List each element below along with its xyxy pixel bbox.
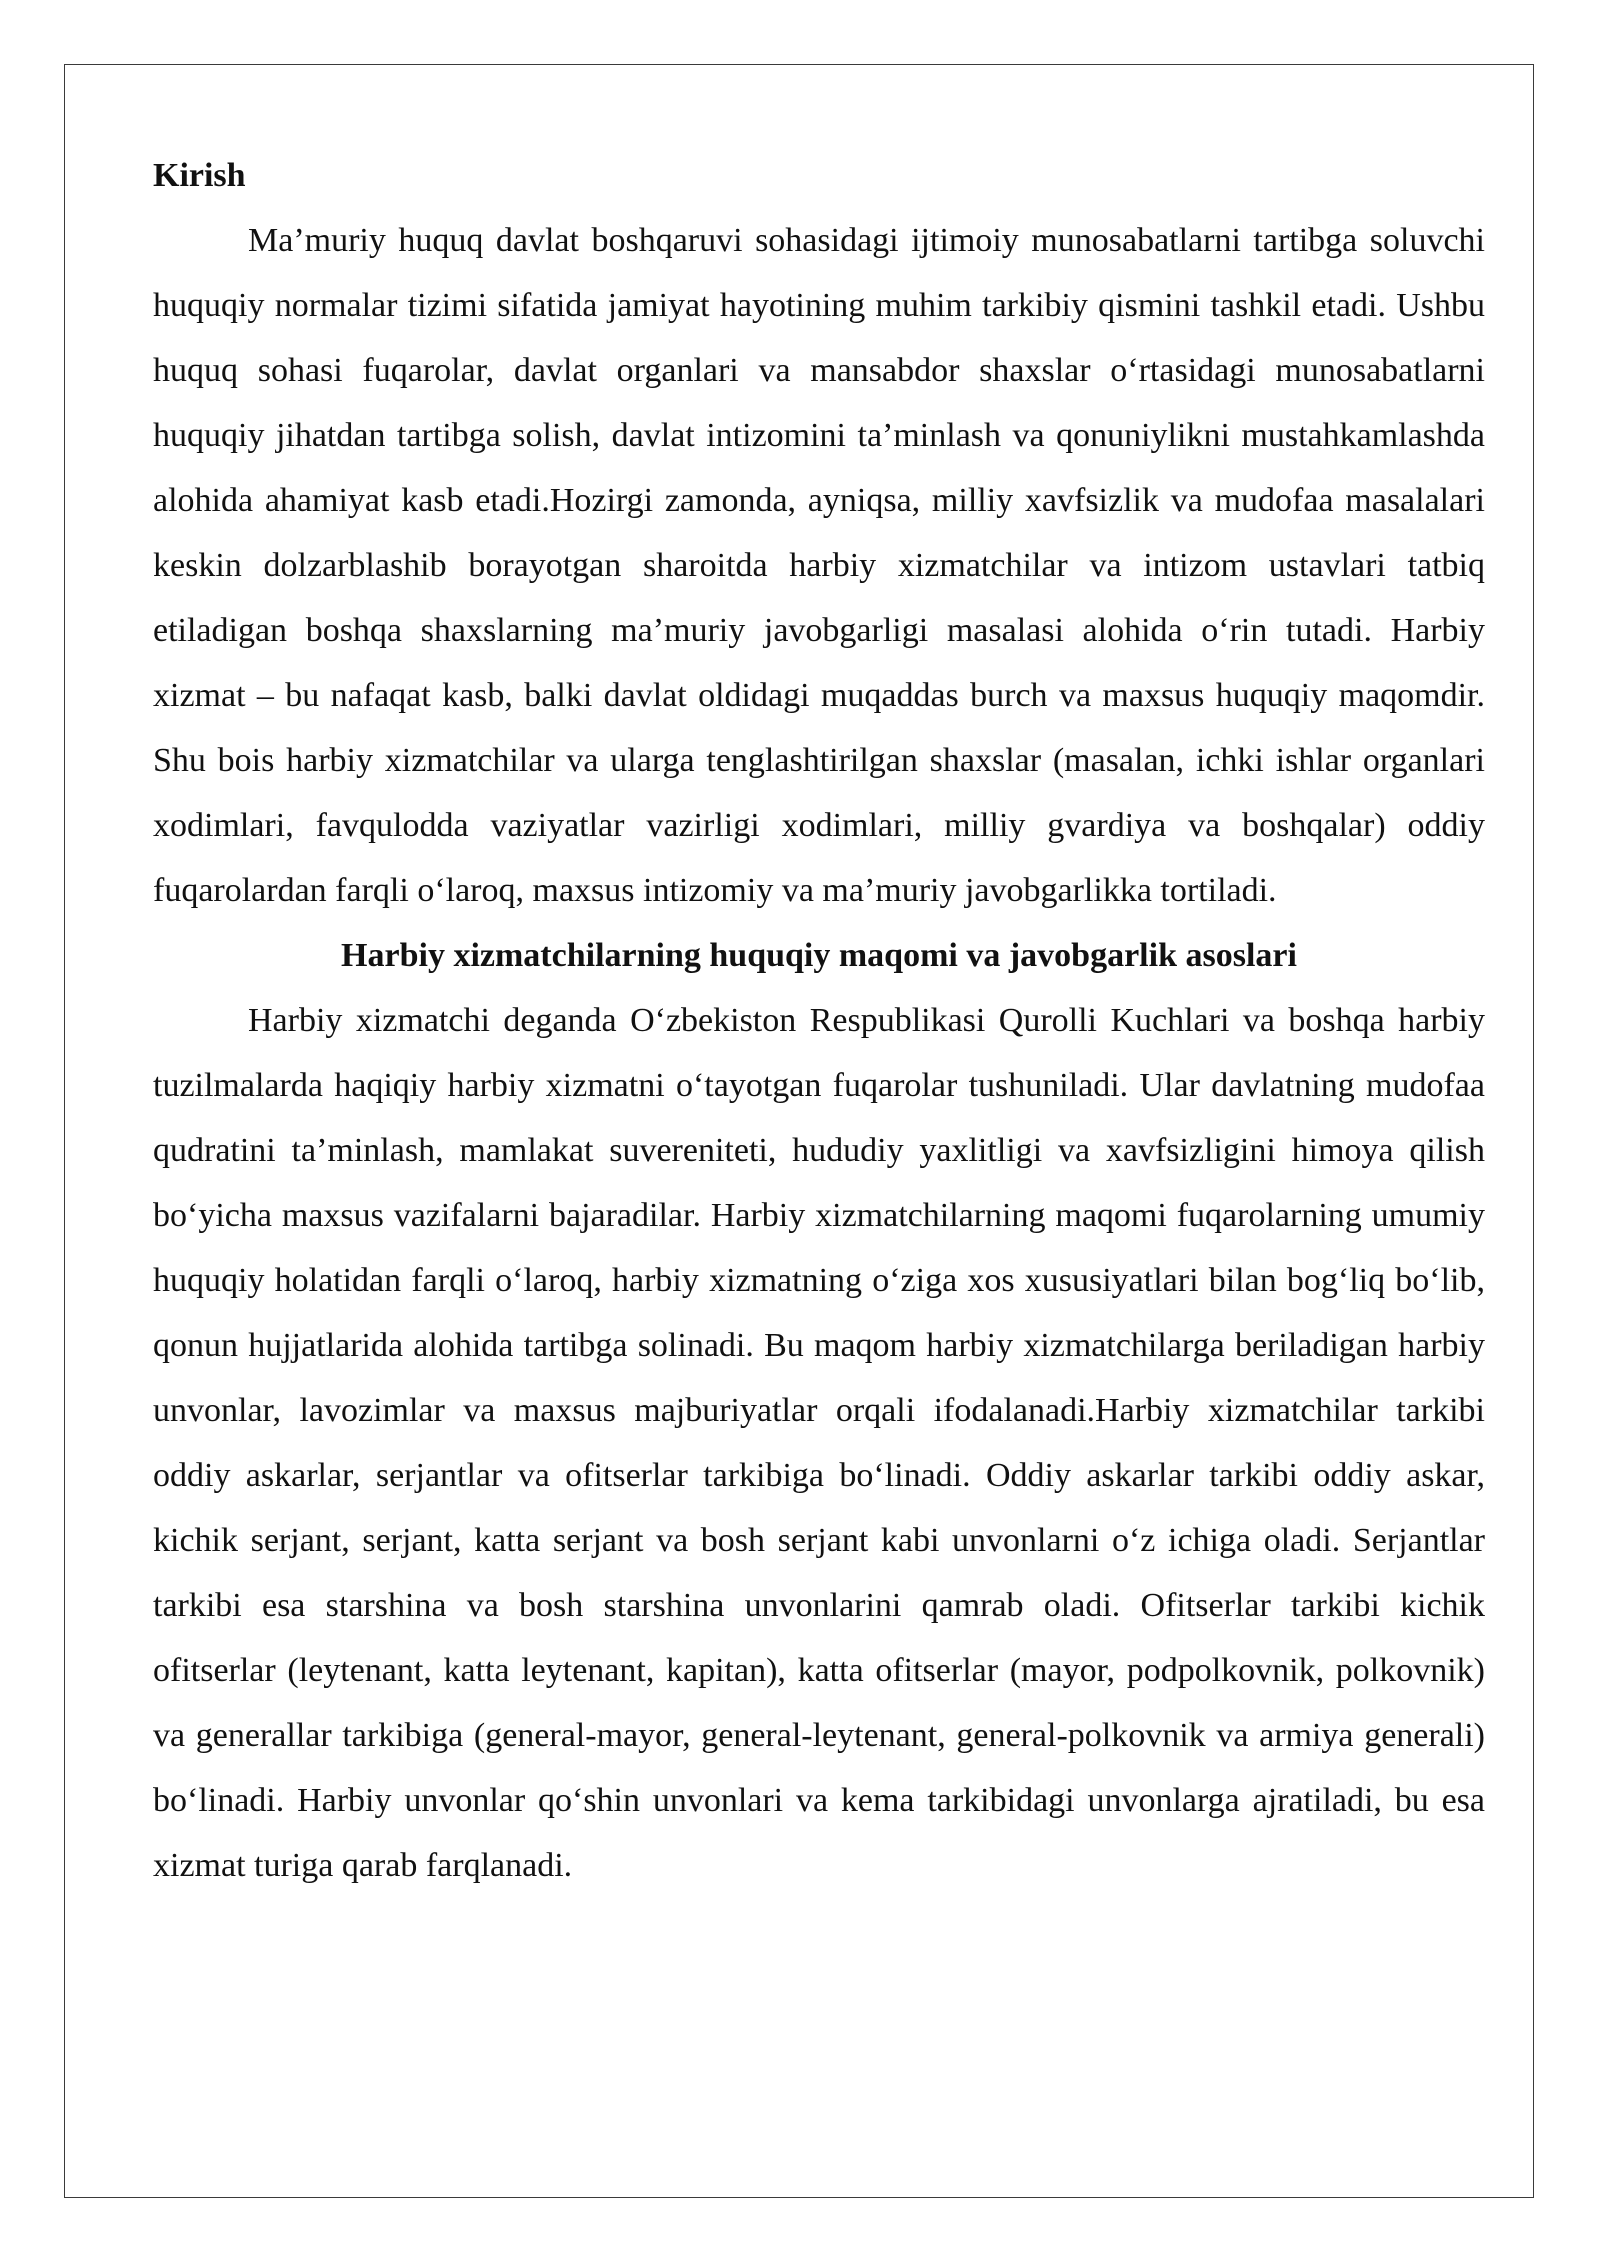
section-paragraph: Harbiy xizmatchi deganda Oʻzbekiston Respublikasi Qurolli Kuchlari va boshqa harbiy tuzilmalarda haqiqiy harbiy xizmatni oʻtayotgan fuqarolar tushuniladi. Ular davlatning mudofaa qudratini ta’minlash, mamlakat suvereniteti, hududiy yaxlitligi va xavfsizligini himoya qilish boʻyicha maxsus vazifalarni bajaradilar. Harbiy xizmatchilarning maqomi fuqarolarning umumiy huquqiy holatidan farqli oʻlaroq, harbiy xizmatning oʻziga xos xususiyatlari bilan bogʻliq boʻlib, qonun hujjatlarida alohida tartibga solinadi. Bu maqom harbiy xizmatchilarga beriladigan harbiy unvonlar, lavozimlar va maxsus majburiyatlar orqali ifodalanadi.Harbiy xizmatchilar tarkibi oddiy askarlar, serjantlar va ofitserlar tarkibiga boʻlinadi. Oddiy askarlar tarkibi oddiy askar, kichik serjant, serjant, katta serjant va bosh serjant kabi unvonlarni oʻz ichiga oladi. Serjantlar tarkibi esa starshina va bosh starshina unvonlarini qamrab oladi. Ofitserlar tarkibi kichik ofitserlar (leytenant, katta leytenant, kapitan), katta ofitserlar (mayor, podpolkovnik, polkovnik) va generallar tarkibiga (general-mayor, general-leytenant, general-polkovnik va armiya generali) boʻlinadi. Harbiy unvonlar qoʻshin unvonlari va kema tarkibidagi unvonlarga ajratiladi, bu esa xizmat turiga qarab farqlanadi. [153, 1002, 1485, 1884]
intro-heading: Kirish [153, 157, 246, 194]
document-body [153, 143, 1485, 1898]
section-heading: Harbiy xizmatchilarning huquqiy maqomi va javobgarlik asoslari [341, 937, 1297, 974]
intro-paragraph: Ma’muriy huquq davlat boshqaruvi sohasidagi ijtimoiy munosabatlarni tartibga soluvchi huquqiy normalar tizimi sifatida jamiyat hayotining muhim tarkibiy qismini tashkil etadi. Ushbu huquq sohasi fuqarolar, davlat organlari va mansabdor shaxslar oʻrtasidagi munosabatlarni huquqiy jihatdan tartibga solish, davlat intizomini ta’minlash va qonuniylikni mustahkamlashda alohida ahamiyat kasb etadi.Hozirgi zamonda, ayniqsa, milliy xavfsizlik va mudofaa masalalari keskin dolzarblashib borayotgan sharoitda harbiy xizmatchilar va intizom ustavlari tatbiq etiladigan boshqa shaxslarning ma’muriy javobgarligi masalasi alohida oʻrin tutadi. Harbiy xizmat – bu nafaqat kasb, balki davlat oldidagi muqaddas burch va maxsus huquqiy maqomdir. Shu bois harbiy xizmatchilar va ularga tenglashtirilgan shaxslar (masalan, ichki ishlar organlari xodimlari, favqulodda vaziyatlar vazirligi xodimlari, milliy gvardiya va boshqalar) oddiy fuqarolardan farqli oʻlaroq, maxsus intizomiy va ma’muriy javobgarlikka tortiladi. [153, 222, 1485, 909]
